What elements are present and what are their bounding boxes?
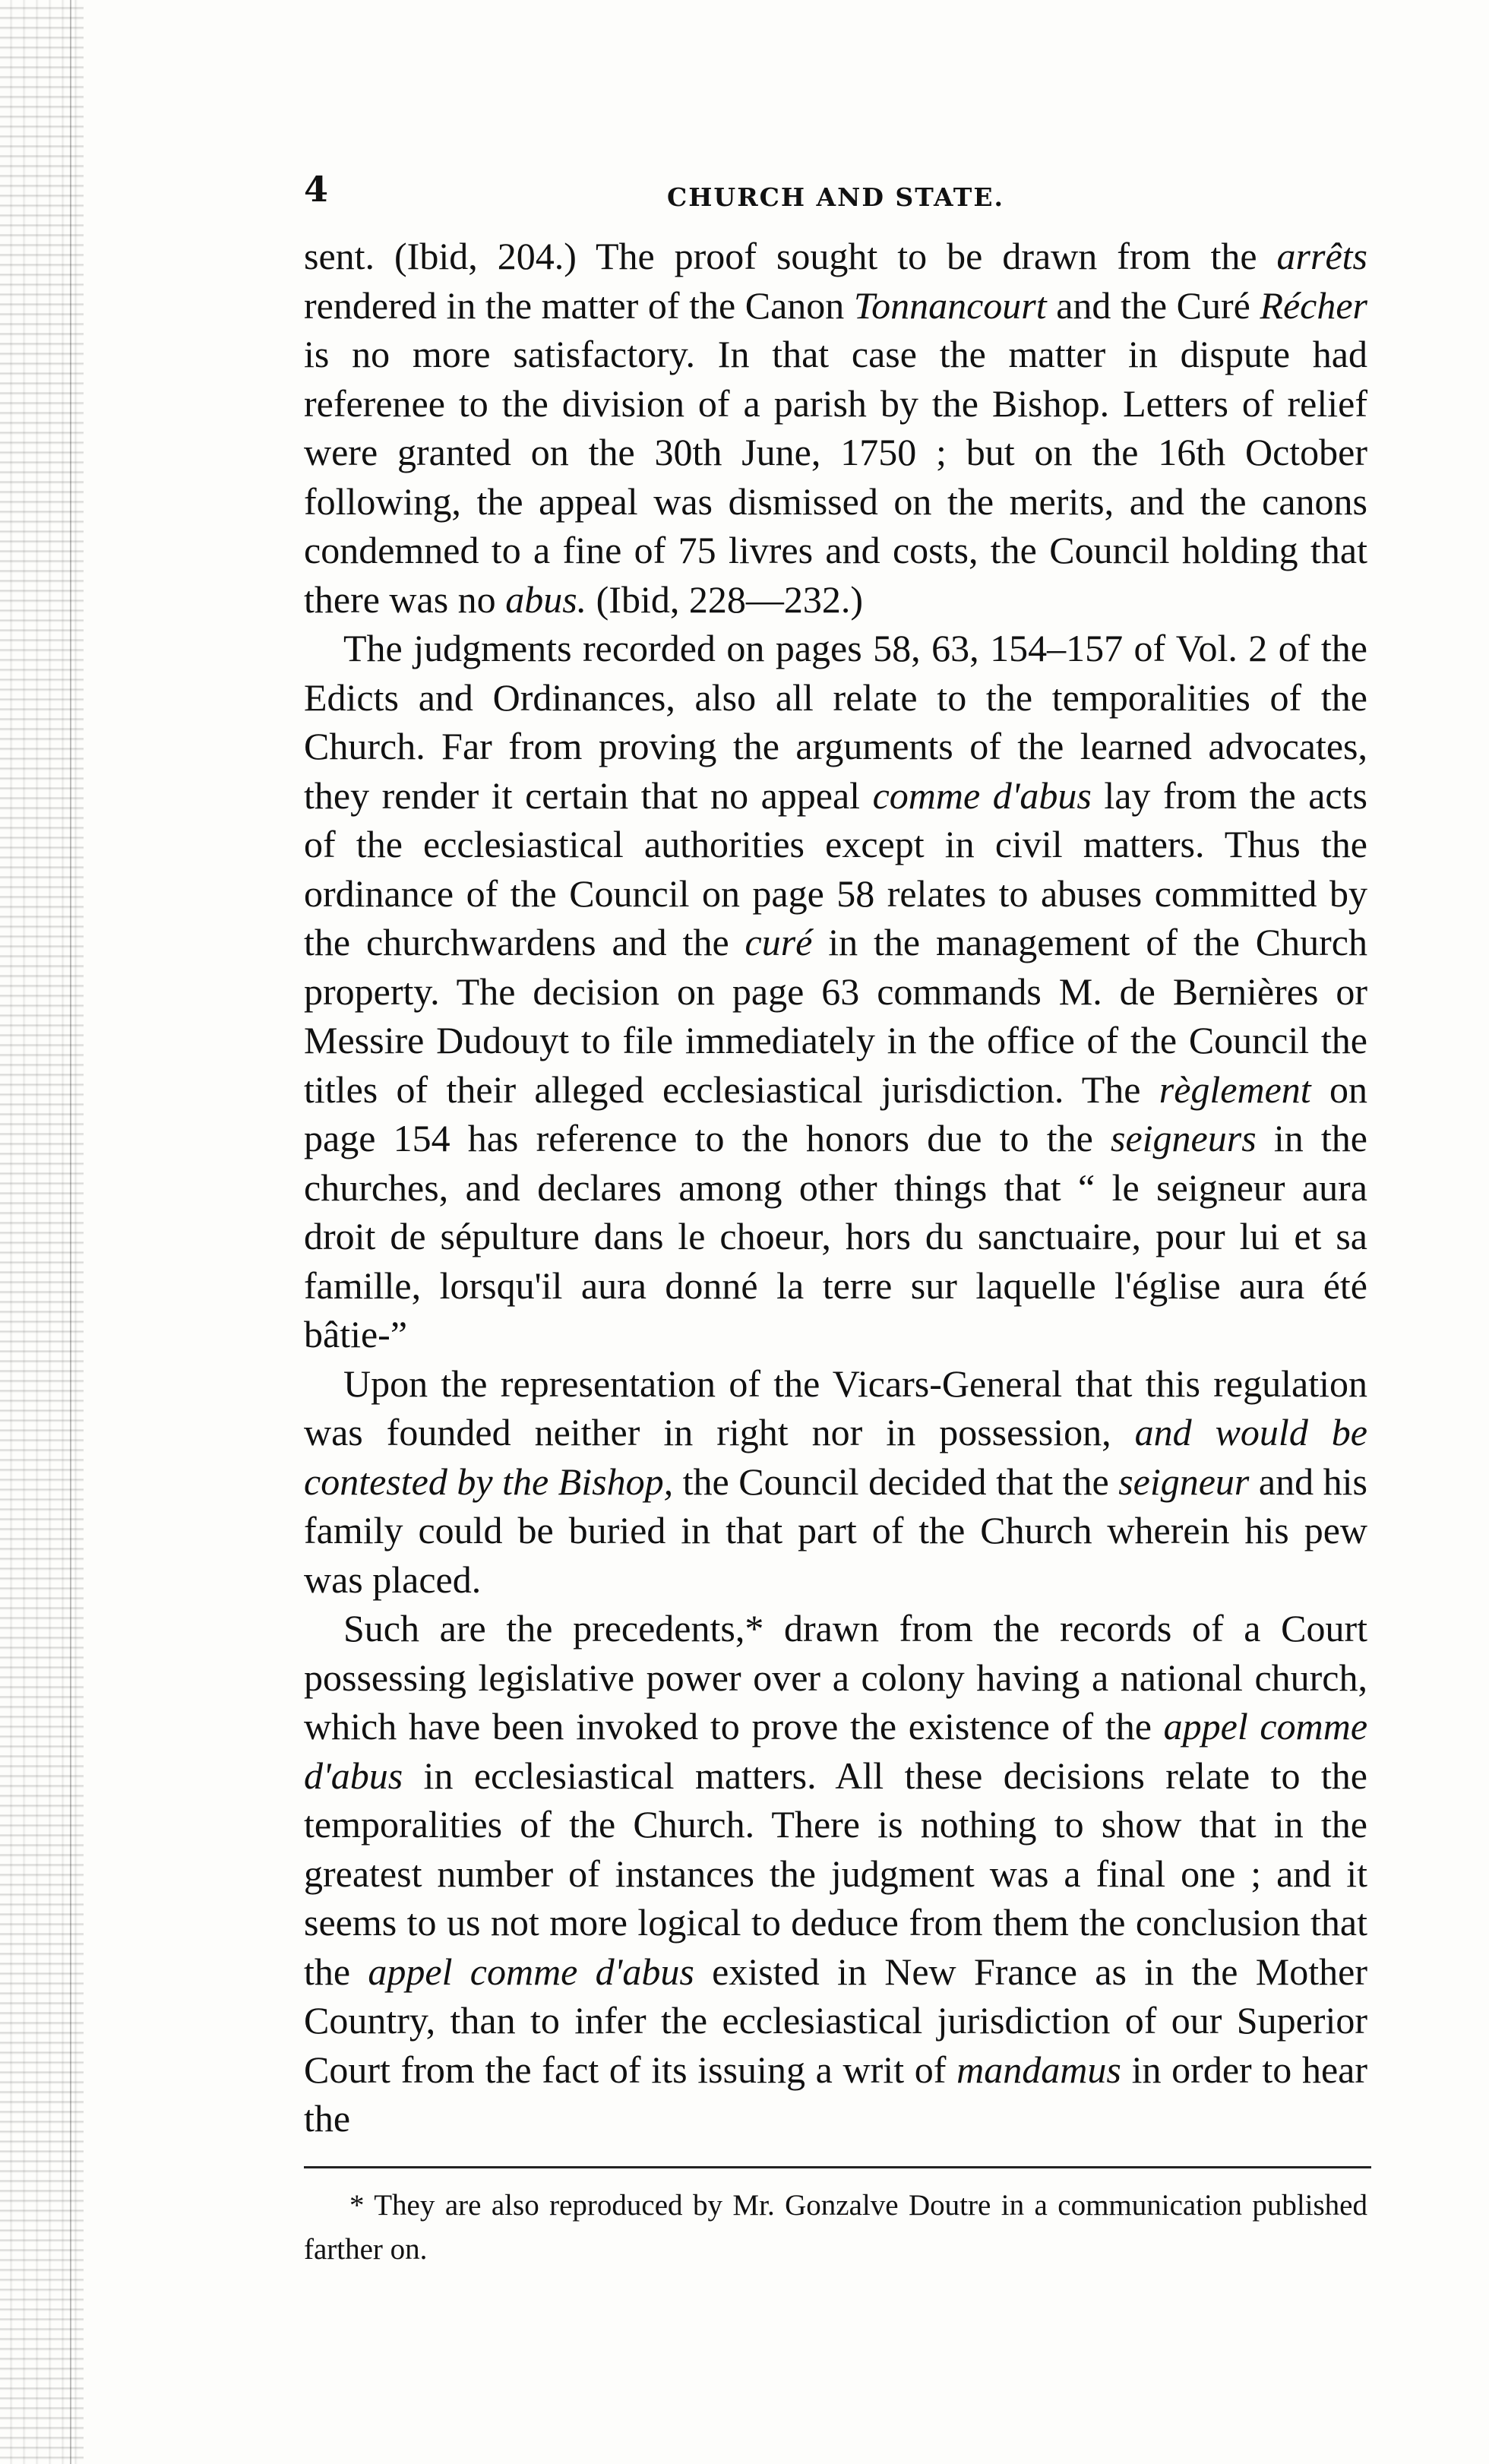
paragraph-2 [304,624,1367,1359]
body-text [304,232,1367,2143]
italic-text: abus. [505,577,587,621]
italic-text: Récher [1260,283,1368,327]
text-run: lay from the acts of the ecclesiastical authorities except in civil matters. Thus the ordinance of the Council on page 58 relates to abuses committed by the churchwardens and the [304,773,1367,963]
paragraph-3 [304,1359,1367,1605]
italic-text: seigneurs [1111,1117,1257,1159]
italic-text: seigneur [1118,1460,1250,1503]
text-run: is no more satisfactory. In that case the matter in dispute had referenee to the division of a parish by the Bishop. Letters of relief were granted on the 30th June, 1750 ; but on the 16th October following, the appeal was dismissed on the merits, and the canons condemned to a fine of 75 livres and costs, the Council holding that there was no [304,333,1367,621]
italic-text: curé [744,921,813,963]
italic-text: Tonnancourt [853,283,1047,327]
italic-text: and would be contested by the Bishop, [304,1411,1367,1503]
text-run: the Council decided that the [673,1460,1119,1503]
italic-text: mandamus [956,2048,1121,2091]
text-run: Such are the precedents,* drawn from the records of a Court possessing legislative power over a colony having a national church, which have been invoked to prove the existence of the [304,1607,1367,1748]
running-head [304,160,1367,220]
italic-text: règlement [1159,1068,1311,1111]
text-run: existed in New France as in the Mother Country, than to infer the ecclesiastical jurisdiction of our Superior Court from the fact of its issuing a writ of [304,1950,1367,2091]
page-number: 4 [304,169,330,210]
book-page [304,160,1367,2272]
paragraph-1 [304,232,1367,624]
italic-text: comme d'abus [872,773,1092,817]
text-run: in ecclesiastical matters. All these decisions relate to the temporalities of the Church. There is nothing to show that in the greatest number of instances the judgment was a final one ; and it seems to us not more logical to deduce from them the conclusion that the [304,1754,1367,1993]
text-run: and the Curé [1046,283,1260,327]
text-run: rendered in the matter of the Canon [304,283,854,327]
italic-text: appel comme d'abus [304,1705,1368,1797]
text-run: Upon the representation of the Vicars-General that this regulation was founded neither in right nor in possession, [304,1362,1367,1453]
text-run: in order to hear the [304,2048,1368,2140]
text-run: in the management of the Church property. The decision on page 63 commands M. de Bernières or Messire Dudouyt to file immediately in the office of the Council the titles of their alleged ecclesiastical jurisdiction. The [304,921,1367,1111]
text-run: The judgments recorded on pages 58, 63, 154–157 of Vol. 2 of the Edicts and Ordinances, also all relate to the temporalities of the Church. Far from proving the arguments of the learned advocates, they render it certain that no appeal [304,627,1367,817]
text-run: in the churches, and declares among other things that “ le seigneur aura droit de sépulture dans le choeur, hors du sanctuaire, pour lui et sa famille, lorsqu'il aura donné la terre sur laquelle l'église aura été bâtie-” [304,1117,1367,1355]
running-title: CHURCH AND STATE. [666,182,1005,212]
italic-text: appel comme d'abus [368,1950,694,1993]
text-run: sent. (Ibid, 204.) The proof sought to be drawn from the [304,235,1277,277]
page-binding-line [70,0,71,2464]
italic-text: arrêts [1276,235,1367,277]
text-run: and his family could be buried in that part of the Church wherein his pew was placed. [304,1460,1367,1601]
text-run: (Ibid, 228—232.) [586,577,863,621]
text-run: on page 154 has reference to the honors due to the [304,1068,1368,1159]
footnote-rule [304,2166,1371,2168]
paragraph-4 [304,1604,1367,2143]
footnote: * They are also reproduced by Mr. Gonzalve Doutre in a communication published farther on. [304,2188,1367,2266]
